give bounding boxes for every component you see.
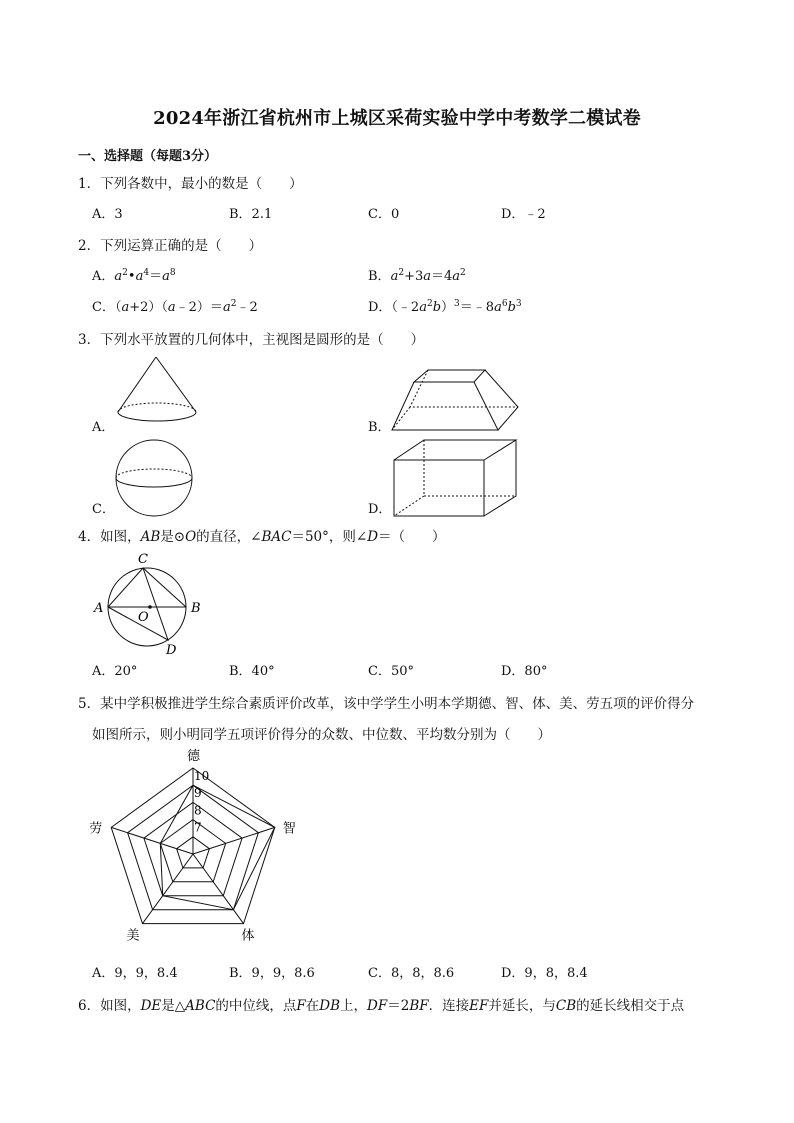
tick-label-9: 9 [194,786,202,801]
section-heading: 一、选择题（每题3分） [78,149,218,164]
radar-spoke [193,854,244,924]
axis-label-ti: 体 [241,928,255,944]
q5-stem-line2: 如图所示，则小明同学五项评价得分的众数、中位数、平均数分别为（ ） [92,727,551,743]
tick-label-8: 8 [194,803,202,818]
q3-option-d-label: D． [368,502,392,517]
q1-stem: 1．下列各数中，最小的数是（ ） [78,176,303,192]
q2-stem: 2．下列运算正确的是（ ） [78,238,263,254]
q4-option-b: B．40° [229,664,275,679]
q4-option-d: D．80° [501,664,548,679]
page-title: 2024年浙江省杭州市上城区采荷实验中学中考数学二模试卷 [153,108,641,129]
point-a-label: A [94,601,104,616]
q3-option-a-label: A． [92,420,115,435]
q4-option-c: C．50° [368,664,414,679]
radar-spoke [143,854,194,924]
q1-option-d: D．﹣2 [501,207,546,222]
q3-option-c-label: C． [92,502,115,517]
radar-chart [89,749,310,952]
q6-stem: 6．如图，DE是△ABC的中位线，点F在DB上，DF＝2BF．连接EF并延长，与CB的延长线相交于点 [78,998,685,1014]
q5-option-a: A．9，9，8.4 [92,966,178,981]
q4-option-a: A．20° [92,664,138,679]
q2-option-d: D．$(﹣2a^2b)^3=﹣8a^6b^3$ [368,299,522,315]
q3-option-b-label: B． [368,420,391,435]
q2-option-c: C．$(a+2)(a﹣2)=a^2﹣2$ [92,299,258,315]
q5-option-d: D．9，8，8.4 [501,966,588,981]
q3-stem: 3．下列水平放置的几何体中，主视图是圆形的是（ ） [78,332,425,348]
axis-label-zhi: 智 [282,821,296,837]
point-o-label: O [138,610,149,625]
axis-label-mei: 美 [126,928,140,944]
q1-option-b: B．2.1 [229,207,273,222]
axis-label-de: 德 [187,749,201,764]
q4-stem: 4．如图，AB是⊙O的直径，∠BAC＝50°，则∠D＝（ ） [78,529,446,545]
q2-option-a: A．$a^2•a^4=a^8$ [92,268,176,284]
point-d-label: D [166,643,177,658]
cuboid-figure [392,438,522,520]
q5-stem-line1: 5．某中学积极推进学生综合素质评价改革，该中学学生小明本学期德、智、体、美、劳五项的评价得分 [78,696,695,712]
frustum-figure [390,362,520,434]
radar-spoke [111,827,193,854]
point-c-label: C [138,552,148,567]
sphere-figure [114,438,198,518]
cone-figure [112,355,202,435]
q1-option-c: C．0 [368,207,400,222]
q5-option-c: C．8，8，8.6 [368,966,455,981]
circle-diagram [90,548,210,663]
radar-spoke [193,827,275,854]
q1-option-a: A．3 [92,207,123,222]
tick-label-10: 10 [194,769,210,783]
axis-label-lao: 劳 [89,821,103,837]
tick-label-7: 7 [194,820,202,835]
q2-option-b: B．$a^2+3a=4a^2$ [368,268,466,284]
point-b-label: B [191,601,201,616]
q5-option-b: B．9，9，8.6 [229,966,315,981]
